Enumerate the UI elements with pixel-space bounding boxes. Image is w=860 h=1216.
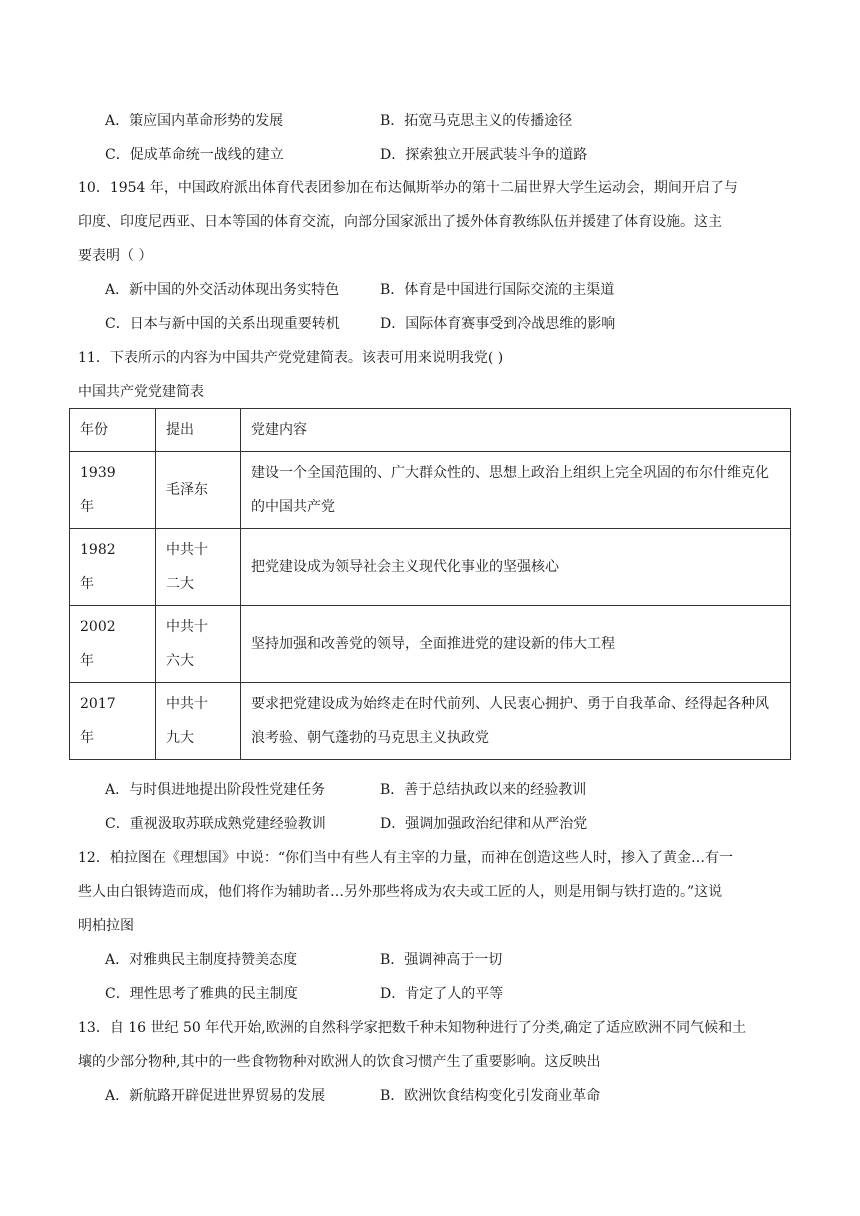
cell-content: 把党建设成为领导社会主义现代化事业的坚强核心 bbox=[241, 529, 791, 606]
q12-option-d: D．肯定了人的平等 bbox=[380, 986, 504, 1002]
header-year: 年份 bbox=[70, 409, 156, 452]
q9-option-c: C．促成革命统一战线的建立 bbox=[105, 147, 284, 163]
cell-content: 建设一个全国范围的、广大群众性的、思想上政治上组织上完全巩固的布尔什维克化 的中国共产党 bbox=[241, 452, 791, 529]
cell-content: 坚持加强和改善党的领导，全面推进党的建设新的伟大工程 bbox=[241, 606, 791, 683]
table-row bbox=[70, 529, 791, 606]
q10-option-a: A．新中国的外交活动体现出务实特色 bbox=[105, 282, 340, 298]
cell-proposer: 中共十 六大 bbox=[156, 606, 241, 683]
cell-year: 1939 年 bbox=[70, 452, 156, 529]
table-header-row bbox=[70, 409, 791, 452]
header-content: 党建内容 bbox=[241, 409, 791, 452]
cell-year: 2002 年 bbox=[70, 606, 156, 683]
q12-stem-line1: 12．柏拉图在《理想国》中说：“你们当中有些人有主宰的力量，而神在创造这些人时，掺入了黄金…有一 bbox=[78, 850, 733, 866]
cell-year: 2017 年 bbox=[70, 683, 156, 760]
table-row bbox=[70, 452, 791, 529]
q11-option-d: D．强调加强政治纪律和从严治党 bbox=[380, 816, 588, 832]
q10-stem-line1: 10．1954 年，中国政府派出体育代表团参加在布达佩斯举办的第十二届世界大学生运动会，期间开启了与 bbox=[78, 180, 738, 196]
q9-option-d: D．探索独立开展武装斗争的道路 bbox=[380, 147, 588, 163]
q12-option-c: C．理性思考了雅典的民主制度 bbox=[105, 986, 298, 1002]
q9-option-b: B．拓宽马克思主义的传播途径 bbox=[380, 113, 573, 129]
q10-option-b: B．体育是中国进行国际交流的主渠道 bbox=[380, 282, 615, 298]
q11-option-a: A．与时俱进地提出阶段性党建任务 bbox=[105, 782, 326, 798]
q12-stem-line2: 些人由白银铸造而成，他们将作为辅助者…另外那些将成为农夫或工匠的人，则是用铜与铁打造的。”这说 bbox=[78, 884, 723, 900]
cell-proposer: 中共十 二大 bbox=[156, 529, 241, 606]
table-title: 中国共产党党建简表 bbox=[78, 384, 204, 400]
q12-option-a: A．对雅典民主制度持赞美态度 bbox=[105, 952, 298, 968]
q13-stem-line1: 13．自 16 世纪 50 年代开始,欧洲的自然科学家把数千种未知物种进行了分类,确定了适应欧洲不同气候和土 bbox=[78, 1020, 747, 1036]
q9-option-a: A．策应国内革命形势的发展 bbox=[105, 113, 284, 129]
q10-stem-line3: 要表明（ ） bbox=[78, 248, 153, 264]
q10-option-c: C．日本与新中国的关系出现重要转机 bbox=[105, 316, 340, 332]
cell-content: 要求把党建设成为始终走在时代前列、人民衷心拥护、勇于自我革命、经得起各种风 浪考验、朝气蓬勃的马克思主义执政党 bbox=[241, 683, 791, 760]
q12-stem-line3: 明柏拉图 bbox=[78, 918, 134, 934]
table-row bbox=[70, 606, 791, 683]
q13-stem-line2: 壤的少部分物种,其中的一些食物物种对欧洲人的饮食习惯产生了重要影响。这反映出 bbox=[78, 1054, 601, 1070]
cell-proposer: 中共十 九大 bbox=[156, 683, 241, 760]
q11-stem: 11．下表所示的内容为中国共产党党建简表。该表可用来说明我党( ) bbox=[78, 350, 504, 366]
q13-option-a: A．新航路开辟促进世界贸易的发展 bbox=[105, 1088, 326, 1104]
q10-option-d: D．国际体育赛事受到冷战思维的影响 bbox=[380, 316, 616, 332]
table-row bbox=[70, 683, 791, 760]
cell-year: 1982 年 bbox=[70, 529, 156, 606]
cell-proposer: 毛泽东 bbox=[156, 452, 241, 529]
header-proposer: 提出 bbox=[156, 409, 241, 452]
q12-option-b: B．强调神高于一切 bbox=[380, 952, 503, 968]
q11-option-b: B．善于总结执政以来的经验教训 bbox=[380, 782, 587, 798]
q13-option-b: B．欧洲饮食结构变化引发商业革命 bbox=[380, 1088, 601, 1104]
party-building-table bbox=[69, 408, 791, 760]
q10-stem-line2: 印度、印度尼西亚、日本等国的体育交流，向部分国家派出了援外体育教练队伍并援建了体育设施。这主 bbox=[78, 214, 722, 230]
q11-option-c: C．重视汲取苏联成熟党建经验教训 bbox=[105, 816, 326, 832]
